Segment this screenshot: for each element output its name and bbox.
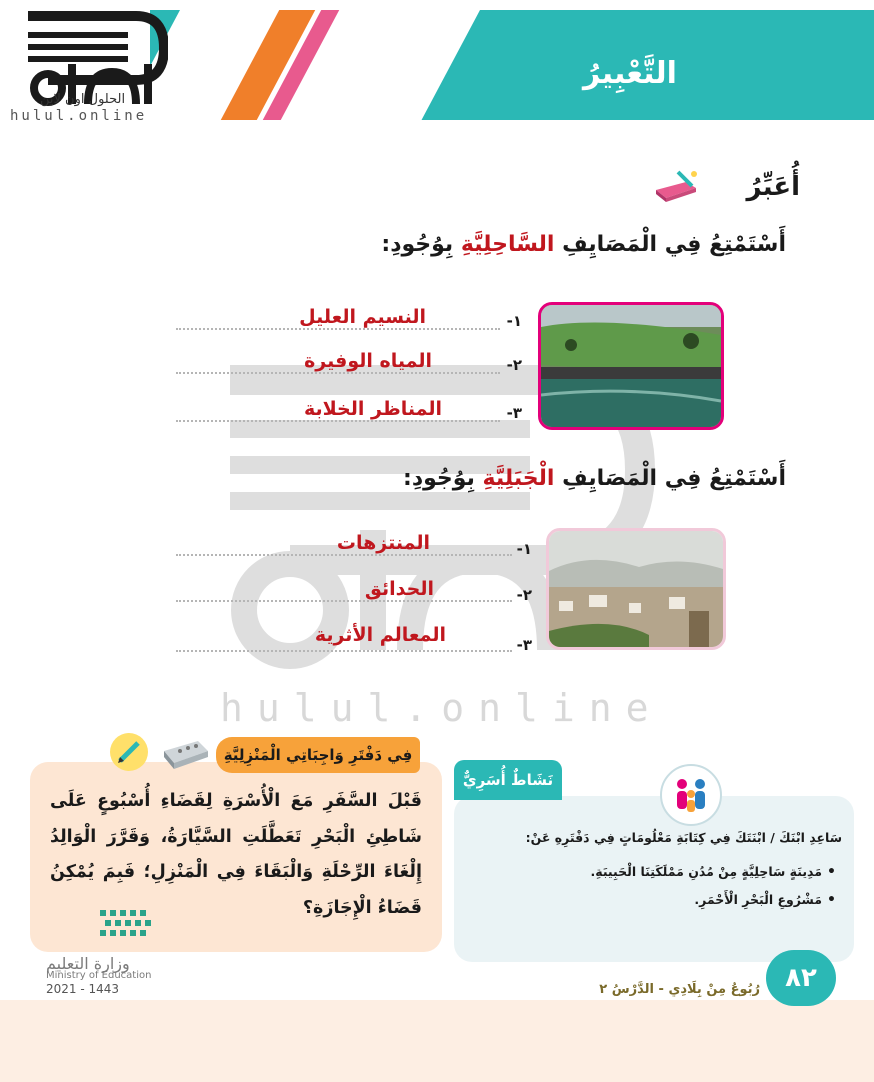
coastal-question-suffix: بِوُجُودِ: [381,232,454,257]
bullet-icon: • [827,864,836,880]
homework-text: قَبْلَ السَّفَرِ مَعَ الْأُسْرَةِ لِقَضَاءِ أُسْبُوعٍ عَلَى شَاطِئِ الْبَحْرِ تَعَطَّلَتِ السَّيَّارَةُ، وَقَرَّرَ الْوَالِدُ إِلْغَاءَ الرِّحْلَةِ وَالْبَقَاءَ فِي الْمَنْزِلِ؛ فَبِمَ يُمْكِنُ قَضَاءُ الْإِجَازَةِ؟ [50,791,422,918]
answer-line [176,328,500,330]
coastal-question-highlight: السَّاحِلِيَّةِ [460,232,555,257]
mountain-question-highlight: الْجَبَلِيَّةِ [482,466,555,491]
family-activity-item-1-text: مَدِينَةٍ سَاحِلِيَّةٍ مِنْ مُدُنِ مَمْلَكَتِنَا الْحَبِيبَةِ. [590,864,822,879]
answer-line [176,420,500,422]
coastal-park-photo [538,302,724,430]
book-pen-icon [652,168,700,204]
mountain-answers [176,532,542,662]
ministry-logo-icon [96,906,160,946]
page-title: التَّعْبِيرُ [583,56,677,91]
pencil-icon [110,733,148,771]
coastal-answer-2: المياه الوفيرة [304,350,432,372]
coastal-answer-3-number: ٣- [506,404,522,422]
coastal-answer-1-number: ١- [506,312,522,330]
homework-label: فِي دَفْتَرِ وَاجِبَاتِي الْمَنْزِلِيَّةِ [216,737,420,773]
mountain-question-prefix: أَسْتَمْتِعُ فِي الْمَصَايِفِ [562,466,786,491]
pencil-badge-icon [110,733,148,771]
coastal-answer-1: النسيم العليل [299,306,426,328]
logo-latin-text: hulul.online [10,108,148,124]
answer-line [176,650,512,652]
mountain-answer-3-number: ٣- [516,636,532,654]
family-activity-item-2-text: مَشْرُوعِ الْبَحْرِ الْأَحْمَرِ. [694,892,822,907]
coastal-question [226,232,786,257]
bullet-icon: • [827,892,836,908]
mountain-question [226,466,786,491]
answer-line [176,372,500,374]
edition-year: 2021 - 1443 [46,982,120,996]
logo-arabic-text: الحلول اون لاين [40,92,126,107]
coastal-answers [176,306,530,436]
footer-band [0,1000,874,1082]
mountain-answer-1-number: ١- [516,540,532,558]
ministry-arabic-name: وزارة التعليم [46,954,130,973]
coastal-answer-2-number: ٢- [506,356,522,374]
mountain-answer-1: المنتزهات [336,532,430,554]
watermark-text: hulul.online [220,686,663,730]
mountain-answer-2: الحدائق [364,578,434,600]
coastal-question-prefix: أَسْتَمْتِعُ فِي الْمَصَايِفِ [562,232,786,257]
mountain-answer-3: المعالم الأثرية [314,624,446,646]
answer-line [176,554,512,556]
family-icon [660,764,722,826]
mountain-answer-2-number: ٢- [516,586,532,604]
ministry-english-name: Ministry of Education [46,970,152,981]
notebook-icon [160,735,210,773]
family-activity-tab: نَشَاطٌ أُسَرِيٌّ [454,760,562,800]
family-activity-item-1 [466,864,836,880]
family-figures-icon [662,766,720,824]
coastal-answer-3: المناظر الخلابة [303,398,442,420]
answer-line [176,600,512,602]
family-activity-intro: سَاعِدِ ابْنَكَ / ابْنَتَكَ فِي كِتَابَةِ مَعْلُومَاتٍ فِي دَفْتَرِهِ عَنْ: [525,830,842,845]
mountain-city-photo [546,528,726,650]
section-heading: أُعَبِّرُ [746,172,800,202]
footer-unit-text: رُبُوعُ مِنْ بِلَادِي - الدَّرْسُ ٢ [599,982,760,997]
mountain-question-suffix: بِوُجُودِ: [403,466,475,491]
page-number: ٨٢ [766,950,836,1006]
family-activity-item-2 [466,892,836,908]
family-activity-box [454,796,854,962]
